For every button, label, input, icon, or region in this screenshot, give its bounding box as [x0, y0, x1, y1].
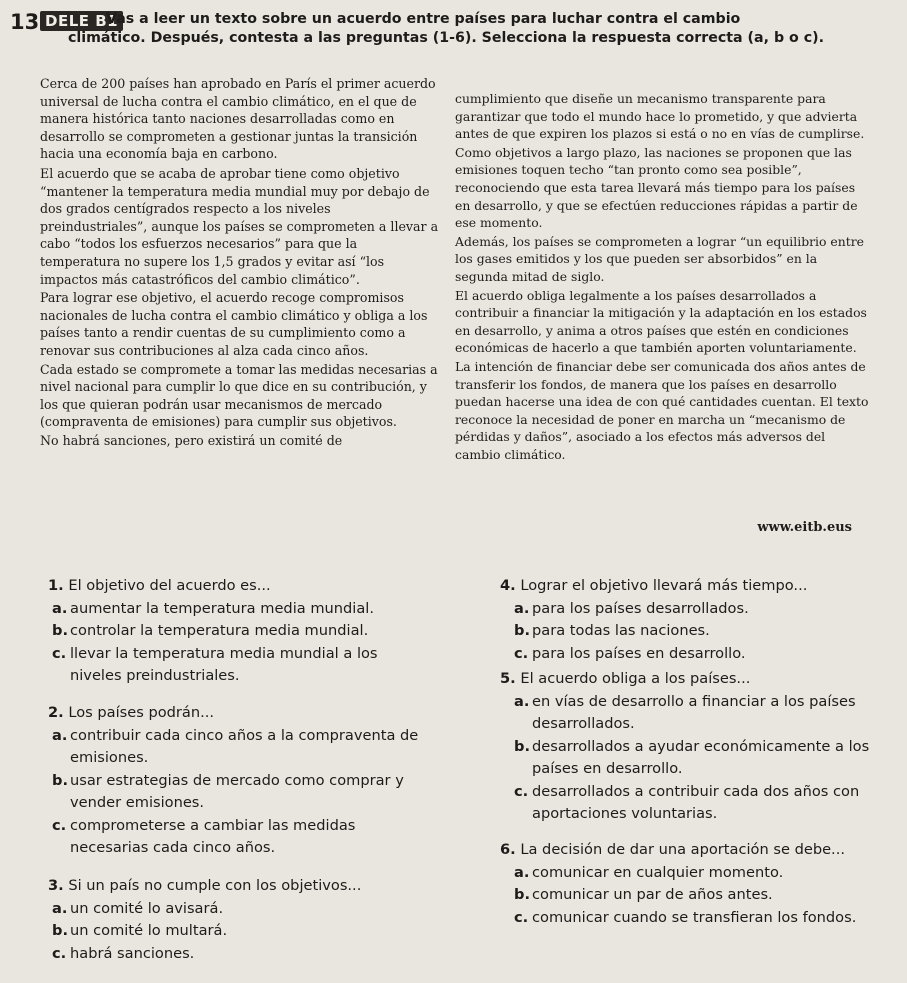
question-stem [500, 839, 880, 862]
option-text: llevar la temperatura media mundial a los niveles preindustriales. [70, 644, 378, 684]
answer-option-a[interactable] [48, 725, 428, 770]
option-text: para todas las naciones. [532, 622, 710, 639]
question-text: Lograr el objetivo llevará más tiempo... [520, 577, 808, 594]
option-letter: c. [52, 644, 67, 662]
article-paragraph: No habrá sanciones, pero existirá un comité de [40, 432, 343, 448]
answer-option-a[interactable] [510, 598, 880, 621]
option-text: un comité lo avisará. [70, 899, 224, 917]
option-letter: c. [52, 816, 67, 834]
option-letter: c. [52, 944, 67, 962]
answer-option-c[interactable] [510, 907, 880, 930]
question-2 [48, 702, 428, 860]
answer-option-c[interactable] [48, 815, 428, 860]
question-text: El objetivo del acuerdo es... [68, 577, 271, 594]
option-letter: b. [52, 771, 68, 789]
answer-option-b[interactable] [48, 920, 428, 943]
option-letter: b. [514, 886, 530, 903]
option-text: controlar la temperatura media mundial. [70, 622, 369, 639]
article-paragraph: Cerca de 200 países han aprobado en París el primer acuerdo universal de lucha contra el cambio climático, en el que de manera histórica tanto naciones desarrolladas como en desarrollo se comprometen a gestionar juntas la transición hacia una economía baja en carbono. [40, 76, 436, 162]
article-right-column [455, 90, 870, 463]
article-left-column [40, 75, 440, 449]
option-letter: b. [52, 622, 68, 639]
option-letter: a. [52, 726, 68, 744]
article-paragraph: El acuerdo que se acaba de aprobar tiene como objetivo “mantener la temperatura media mundial muy por debajo de dos grados centígrados respecto a los niveles preindustriales”, aunque los países se comprometen a llevar a cabo “todos los esfuerzos necesarios” para que la temperatura no supere los 1,5 grados y evitar así “los impactos más catastróficos del cambio climático”. [40, 165, 439, 287]
option-text: para los países desarrollados. [532, 599, 749, 617]
option-text: comunicar en cualquier momento. [532, 863, 784, 881]
question-3 [48, 875, 428, 965]
option-letter: a. [514, 599, 530, 617]
answer-option-b[interactable] [510, 620, 880, 643]
option-letter: a. [514, 692, 530, 710]
level-badge: DELE B1 [40, 11, 123, 31]
question-number: 5. [500, 670, 516, 687]
option-letter: b. [514, 737, 530, 755]
question-number: 2. [48, 704, 64, 721]
option-text: un comité lo multará. [70, 922, 228, 939]
question-stem [48, 875, 428, 898]
question-stem [48, 702, 428, 725]
answer-option-b[interactable] [510, 736, 880, 781]
article-paragraph: El acuerdo obliga legalmente a los países desarrollados a contribuir a financiar la mitigación y la adaptación en los estados en desarrollo, y anima a otros países que estén en condiciones económicas de hacerlo a que también aporten voluntariamente. [455, 287, 867, 356]
option-letter: b. [514, 622, 530, 639]
article-paragraph: Como objetivos a largo plazo, las naciones se proponen que las emisiones toquen techo “tan pronto como sea posible”, reconociendo que esta tarea llevará más tiempo para los países en desarrollo, y que se efectúen reducciones rápidas a partir de ese momento. [455, 144, 858, 231]
question-number: 3. [48, 877, 64, 894]
question-number: 6. [500, 841, 516, 858]
question-text: La decisión de dar una aportación se debe... [520, 841, 845, 858]
article-paragraph: Además, los países se comprometen a lograr “un equilibrio entre los gases emitidos y los que pueden ser absorbidos” en la segunda mitad de siglo. [455, 233, 864, 284]
option-letter: c. [514, 782, 529, 800]
question-stem [500, 668, 880, 691]
answer-option-c[interactable] [48, 943, 428, 966]
option-text: contribuir cada cinco años a la compraventa de emisiones. [70, 726, 419, 766]
option-letter: c. [514, 644, 529, 662]
answer-option-c[interactable] [510, 781, 880, 826]
option-text: comunicar cuando se transfieran los fondos. [532, 908, 857, 926]
option-text: comunicar un par de años antes. [532, 886, 773, 903]
answer-option-b[interactable] [48, 770, 428, 815]
question-number: 4. [500, 577, 516, 594]
option-text: desarrollados a contribuir cada dos años con aportaciones voluntarias. [532, 782, 860, 822]
answer-option-c[interactable] [48, 643, 428, 688]
answer-option-a[interactable] [48, 598, 428, 621]
question-stem [500, 575, 880, 598]
answer-option-a[interactable] [510, 691, 880, 736]
option-text: habrá sanciones. [70, 944, 195, 962]
article-paragraph: Cada estado se compromete a tomar las medidas necesarias a nivel nacional para cumplir lo que dice en su contribución, y los que quieran podrán usar mecanismos de mercado (compraventa de emisiones) para cumplir sus objetivos. [40, 361, 438, 430]
option-text: en vías de desarrollo a financiar a los países desarrollados. [532, 692, 856, 732]
article-source: www.eitb.eus [757, 520, 852, 535]
instruction-line-2: climático. Después, contesta a las preguntas (1-6). Selecciona la respuesta correcta (a, b o c). [68, 30, 825, 46]
question-6 [500, 839, 880, 929]
answer-option-a[interactable] [510, 862, 880, 885]
article-paragraph: La intención de financiar debe ser comunicada dos años antes de transferir los fondos, de manera que los países en desarrollo puedan hacerse una idea de con qué cantidades cuentan. El texto reconoce la necesidad de poner en marcha un “mecanismo de pérdidas y daños”, asociado a los efectos más adversos del cambio climático. [455, 358, 869, 462]
answer-option-b[interactable] [48, 620, 428, 643]
question-number: 1. [48, 577, 64, 594]
answer-option-c[interactable] [510, 643, 880, 666]
option-letter: a. [52, 899, 68, 917]
question-1 [48, 575, 428, 688]
question-text: El acuerdo obliga a los países... [520, 670, 751, 687]
option-text: usar estrategias de mercado como comprar y vender emisiones. [70, 771, 404, 811]
article-paragraph: Para lograr ese objetivo, el acuerdo recoge compromisos nacionales de lucha contra el cambio climático y obliga a los países tanto a rendir cuentas de su cumplimiento como a renovar sus contribuciones al alza cada cinco años. [40, 290, 428, 358]
option-text: desarrollados a ayudar económicamente a los países en desarrollo. [532, 737, 870, 777]
option-letter: c. [514, 908, 529, 926]
question-text: Los países podrán... [68, 704, 215, 721]
option-letter: a. [514, 863, 530, 881]
question-4 [500, 575, 880, 665]
option-letter: a. [52, 599, 68, 617]
question-text: Si un país no cumple con los objetivos... [68, 877, 362, 894]
option-text: para los países en desarrollo. [532, 644, 746, 662]
instruction-line-1: Vas a leer un texto sobre un acuerdo entre países para luchar contra el cambio [106, 11, 741, 27]
option-text: aumentar la temperatura media mundial. [70, 599, 374, 617]
answer-option-a[interactable] [48, 898, 428, 921]
question-5 [500, 668, 880, 826]
option-letter: b. [52, 922, 68, 939]
answer-option-b[interactable] [510, 884, 880, 907]
article-paragraph: cumplimiento que diseñe un mecanismo transparente para garantizar que todo el mundo hace lo prometido, y que advierta antes de que expiren los plazos si está o no en vías de cumplirse. [455, 91, 865, 142]
question-stem [48, 575, 428, 598]
option-text: comprometerse a cambiar las medidas necesarias cada cinco años. [70, 816, 356, 856]
exercise-number: 13 [10, 10, 40, 34]
